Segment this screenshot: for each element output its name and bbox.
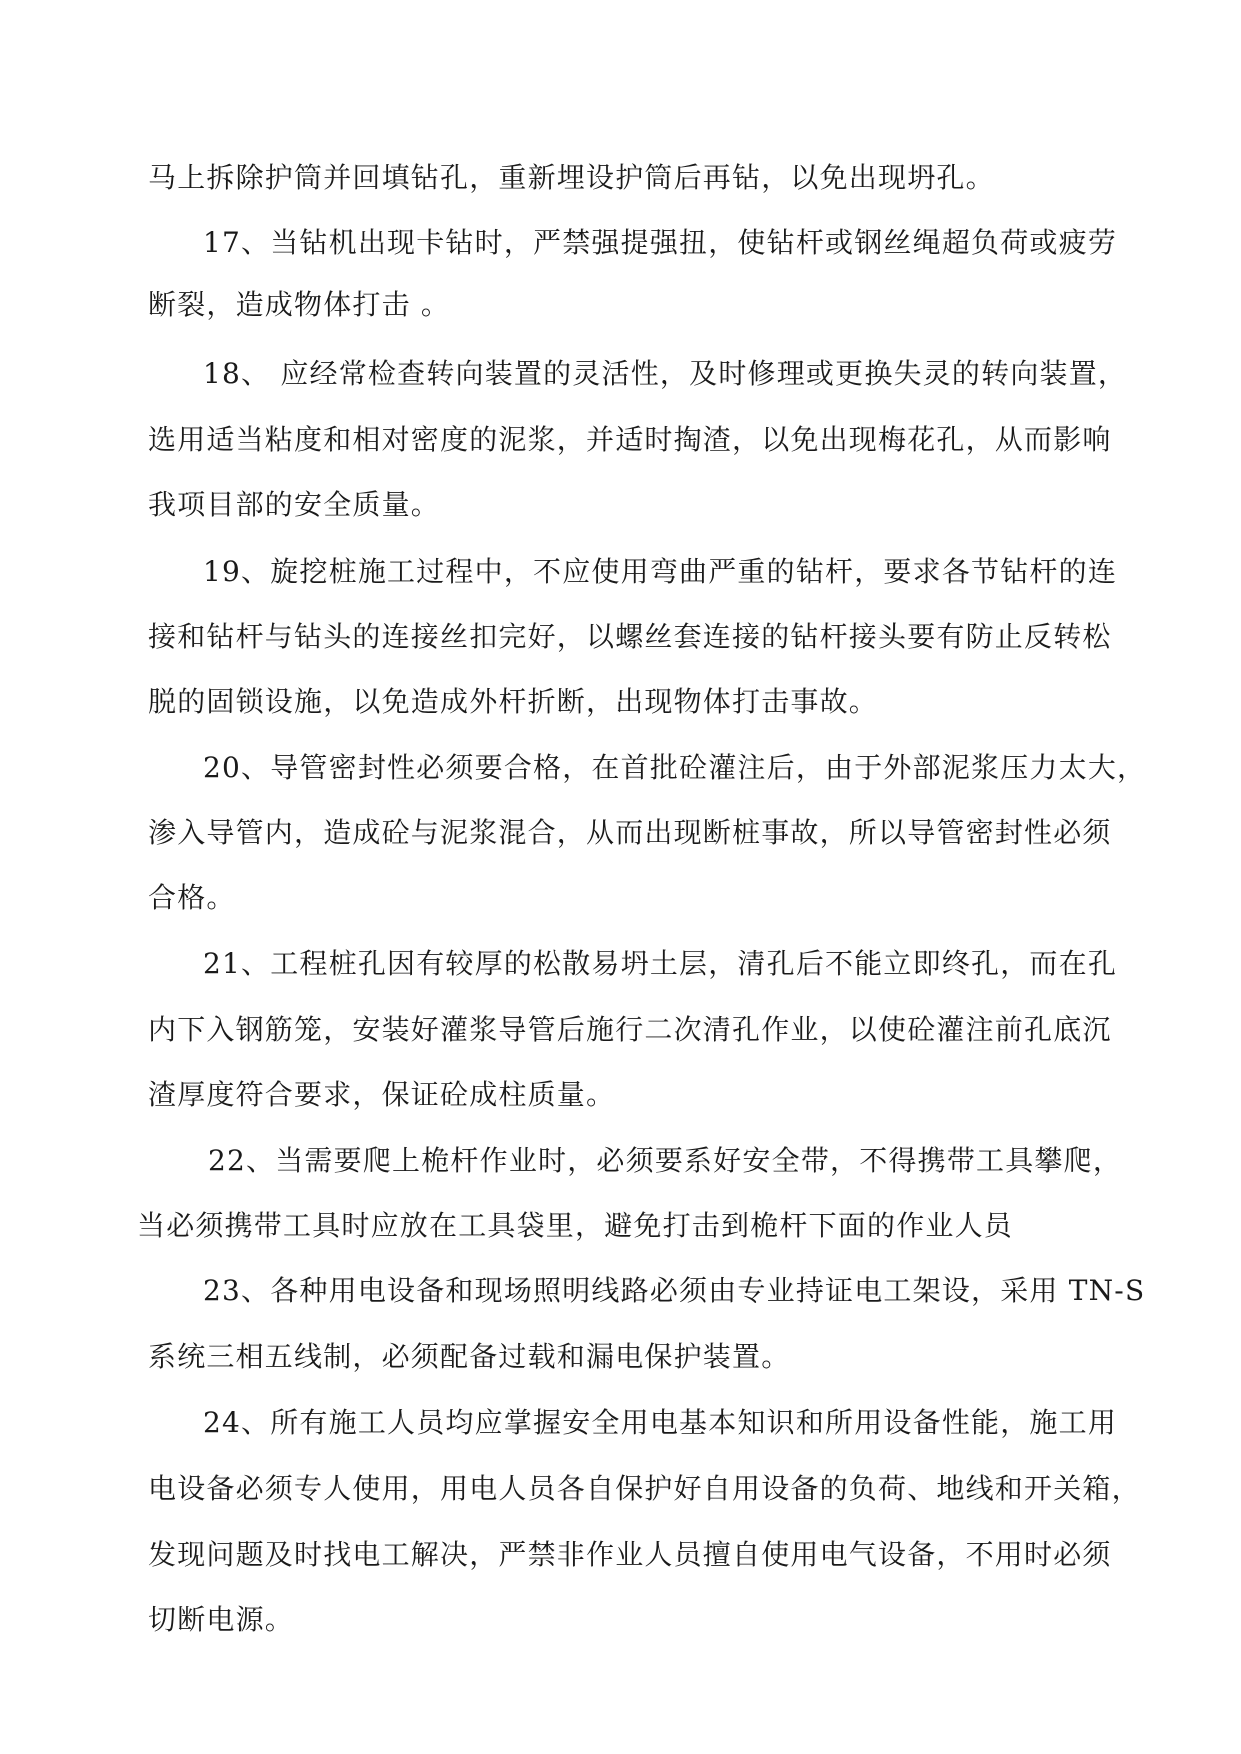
text-line: 马上拆除护筒并回填钻孔，重新埋设护筒后再钻，以免出现坍孔。 — [148, 161, 995, 194]
text-line: 合格。 — [148, 881, 236, 914]
text-line: 发现问题及时找电工解决，严禁非作业人员擅自使用电气设备，不用时必须 — [148, 1538, 1112, 1571]
text-line: 18、 应经常检查转向装置的灵活性，及时修理或更换失灵的转向装置， — [203, 357, 1128, 390]
text-line: 断裂，造成物体打击 。 — [148, 288, 451, 321]
text-line: 内下入钢筋笼，安装好灌浆导管后施行二次清孔作业，以使砼灌注前孔底沉 — [148, 1013, 1112, 1046]
text-line: 系统三相五线制，必须配备过载和漏电保护装置。 — [148, 1340, 791, 1373]
text-line: 切断电源。 — [148, 1603, 295, 1636]
text-line: 电设备必须专人使用，用电人员各自保护好自用设备的负荷、地线和开关箱， — [148, 1472, 1141, 1505]
text-line: 我项目部的安全质量。 — [148, 488, 441, 521]
text-line: 19、旋挖桩施工过程中，不应使用弯曲严重的钻杆，要求各节钻杆的连 — [203, 555, 1118, 588]
text-line: 接和钻杆与钻头的连接丝扣完好，以螺丝套连接的钻杆接头要有防止反转松 — [148, 620, 1112, 653]
text-line: 当必须携带工具时应放在工具袋里，避免打击到桅杆下面的作业人员 — [137, 1209, 1014, 1242]
text-line: 22、当需要爬上桅杆作业时，必须要系好安全带，不得携带工具攀爬， — [208, 1144, 1123, 1177]
text-line: 20、导管密封性必须要合格，在首批砼灌注后，由于外部泥浆压力太大， — [203, 751, 1147, 784]
text-line: 17、当钻机出现卡钻时，严禁强提强扭，使钻杆或钢丝绳超负荷或疲劳 — [203, 226, 1118, 259]
text-line: 选用适当粘度和相对密度的泥浆，并适时掏渣，以免出现梅花孔，从而影响 — [148, 423, 1112, 456]
text-line: 脱的固锁设施，以免造成外杆折断，出现物体打击事故。 — [148, 685, 879, 718]
text-line: 24、所有施工人员均应掌握安全用电基本知识和所用设备性能，施工用 — [203, 1406, 1118, 1439]
text-line: 渣厚度符合要求，保证砼成柱质量。 — [148, 1078, 616, 1111]
text-line: 21、工程桩孔因有较厚的松散易坍土层，清孔后不能立即终孔，而在孔 — [203, 947, 1118, 980]
text-line: 23、各种用电设备和现场照明线路必须由专业持证电工架设，采用 TN-S — [203, 1274, 1146, 1307]
text-line: 渗入导管内，造成砼与泥浆混合，从而出现断桩事故，所以导管密封性必须 — [148, 816, 1112, 849]
